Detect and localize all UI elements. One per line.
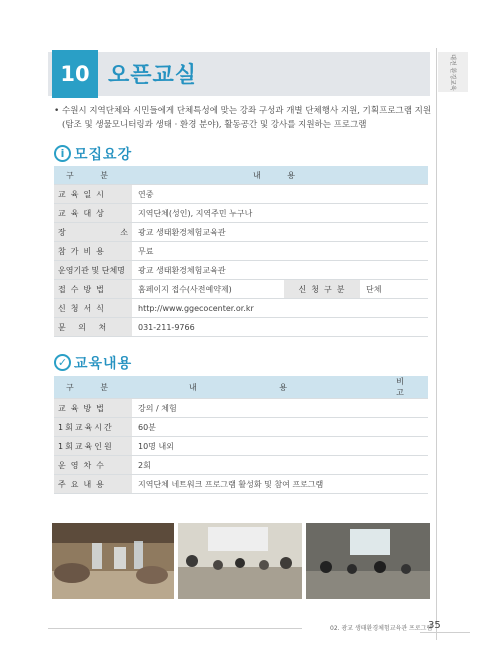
table-row <box>54 204 428 223</box>
table-row <box>54 418 428 437</box>
row-label: 주요내용 <box>54 475 132 494</box>
row-value: 지역단체 네트워크 프로그램 활성화 및 참여 프로그램 <box>132 475 384 494</box>
row-value: 무료 <box>132 242 428 261</box>
row-value: http://www.ggecocenter.or.kr <box>132 299 428 318</box>
photo-classroom <box>178 523 302 599</box>
row-value: 광교 생태환경체험교육관 <box>132 261 428 280</box>
row-value: 광교 생태환경체험교육관 <box>132 223 428 242</box>
row-label: 교육일시 <box>54 185 132 204</box>
row-label: 교육대상 <box>54 204 132 223</box>
row-value: 홈페이지 접수(사전예약제) <box>132 280 284 299</box>
header-cell: 내 용 <box>132 166 428 185</box>
header-cell: 구 분 <box>54 376 132 399</box>
table-row <box>54 437 428 456</box>
row-label: 1회교육시간 <box>54 418 132 437</box>
sidebar-label-text: 대전 환경교육 <box>448 53 456 91</box>
footer-divider <box>48 628 302 629</box>
table-row <box>54 223 428 242</box>
table-row <box>54 456 428 475</box>
row-value: 60분 <box>132 418 384 437</box>
row-label: 문 의 처 <box>54 318 132 337</box>
photo-lecture <box>306 523 430 599</box>
row-label: 접수방법 <box>54 280 132 299</box>
footer-text: 02. 광교 생태환경체험교육관 프로그램 <box>330 625 433 632</box>
table-row <box>54 261 428 280</box>
table-header-row <box>54 376 428 399</box>
row-value: 10명 내외 <box>132 437 384 456</box>
row-note <box>384 475 428 494</box>
page-title: 오픈교실 <box>108 63 198 88</box>
content-table <box>54 376 428 494</box>
sidebar-divider <box>436 48 437 640</box>
check-icon: ✓ <box>54 354 71 371</box>
row-label: 운영기관 및 단체명 <box>54 261 132 280</box>
table-row <box>54 242 428 261</box>
header-cell: 비 고 <box>384 376 428 399</box>
row-value: 2회 <box>132 456 384 475</box>
table-row <box>54 299 428 318</box>
header-band <box>48 52 430 96</box>
table-row <box>54 475 428 494</box>
row-label: 교육방법 <box>54 399 132 418</box>
content-section-title: 교육내용 <box>74 356 133 372</box>
intro-bullet: • <box>54 106 60 116</box>
row-note <box>384 437 428 456</box>
header-cell: 구 분 <box>54 166 132 185</box>
row-label: 1회교육인원 <box>54 437 132 456</box>
table-row <box>54 185 428 204</box>
recruit-table <box>54 166 428 337</box>
table-header-row <box>54 166 428 185</box>
row-note <box>384 456 428 475</box>
page-number: 35 <box>428 620 441 631</box>
intro-text: 수원시 지역단체와 시민들에게 단체특성에 맞는 강좌 구성과 개별 단체행사 지원, 기획프로그램 지원(탐조 및 생물모니터링과 생태 · 환경 분야), 활동공간 및 강사를 지원하는 프로그램 <box>62 106 432 130</box>
row-value: 지역단체(성인), 지역주민 누구나 <box>132 204 428 223</box>
row-label: 참가비용 <box>54 242 132 261</box>
row-label: 장 소 <box>54 223 132 242</box>
photo-experiment <box>52 523 174 599</box>
sidebar-label <box>438 52 468 92</box>
row-value: 강의 / 체험 <box>132 399 384 418</box>
recruit-section-title: 모집요강 <box>74 147 133 163</box>
row-note <box>384 399 428 418</box>
header-cell: 내 용 <box>132 376 384 399</box>
table-row <box>54 318 428 337</box>
row-label: 신청서식 <box>54 299 132 318</box>
row-value: 연중 <box>132 185 428 204</box>
info-icon: i <box>54 145 71 162</box>
row-value: 031-211-9766 <box>132 318 428 337</box>
row-value: 단체 <box>360 280 428 299</box>
row-note <box>384 418 428 437</box>
row-label: 신청구분 <box>284 280 360 299</box>
chapter-number: 10 <box>52 50 98 98</box>
row-label: 운영차수 <box>54 456 132 475</box>
table-row <box>54 280 428 299</box>
table-row <box>54 399 428 418</box>
page-number-line <box>420 632 470 633</box>
